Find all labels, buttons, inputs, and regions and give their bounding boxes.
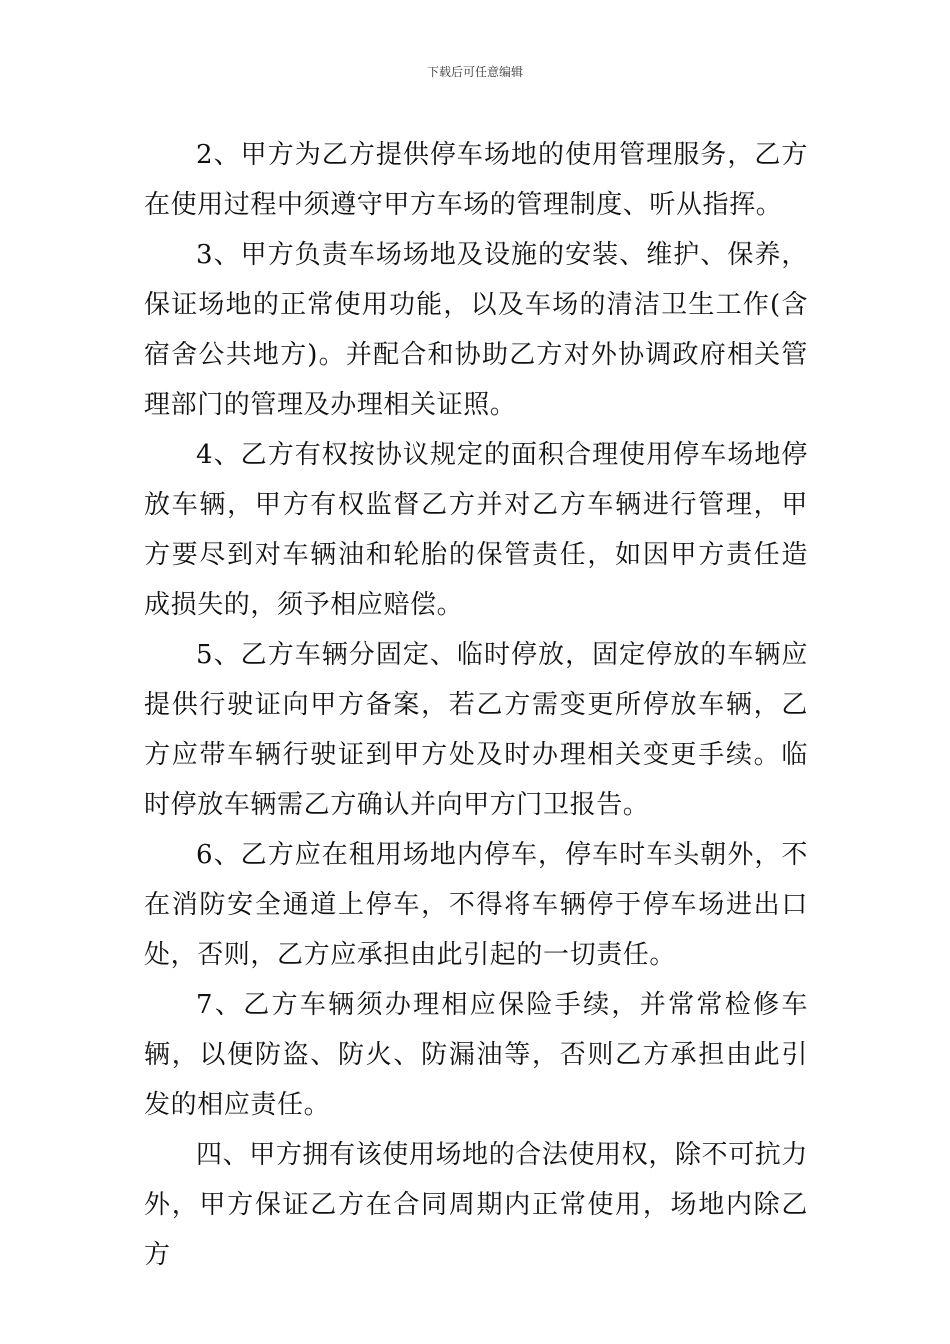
document-body: [144, 130, 808, 1280]
paragraph-section-4: 四、甲方拥有该使用场地的合法使用权，除不可抗力外，甲方保证乙方在合同周期内正常使用，场地内除乙方: [144, 1140, 808, 1270]
paragraph-clause-2: 2、甲方为乙方提供停车场地的使用管理服务，乙方在使用过程中须遵守甲方车场的管理制度、听从指挥。: [144, 140, 808, 220]
paragraph-clause-4: 4、乙方有权按协议规定的面积合理使用停车场地停放车辆，甲方有权监督乙方并对乙方车辆进行管理，甲方要尽到对车辆油和轮胎的保管责任，如因甲方责任造成损失的，须予相应赔偿。: [144, 440, 808, 620]
paragraph-clause-7: 7、乙方车辆须办理相应保险手续，并常常检修车辆，以便防盗、防火、防漏油等，否则乙方承担由此引发的相应责任。: [144, 990, 808, 1120]
paragraph-clause-5: 5、乙方车辆分固定、临时停放，固定停放的车辆应提供行驶证向甲方备案，若乙方需变更所停放车辆，乙方应带车辆行驶证到甲方处及时办理相关变更手续。临时停放车辆需乙方确认并向甲方门卫报告。: [144, 640, 808, 820]
paragraph-clause-6: 6、乙方应在租用场地内停车，停车时车头朝外，不在消防安全通道上停车，不得将车辆停于停车场进出口处，否则，乙方应承担由此引起的一切责任。: [144, 840, 808, 970]
paragraph-clause-3: 3、甲方负责车场场地及设施的安装、维护、保养，保证场地的正常使用功能，以及车场的清洁卫生工作(含宿舍公共地方)。并配合和协助乙方对外协调政府相关管理部门的管理及办理相关证照。: [144, 240, 808, 420]
page-header: 下载后可任意编辑: [426, 65, 523, 79]
